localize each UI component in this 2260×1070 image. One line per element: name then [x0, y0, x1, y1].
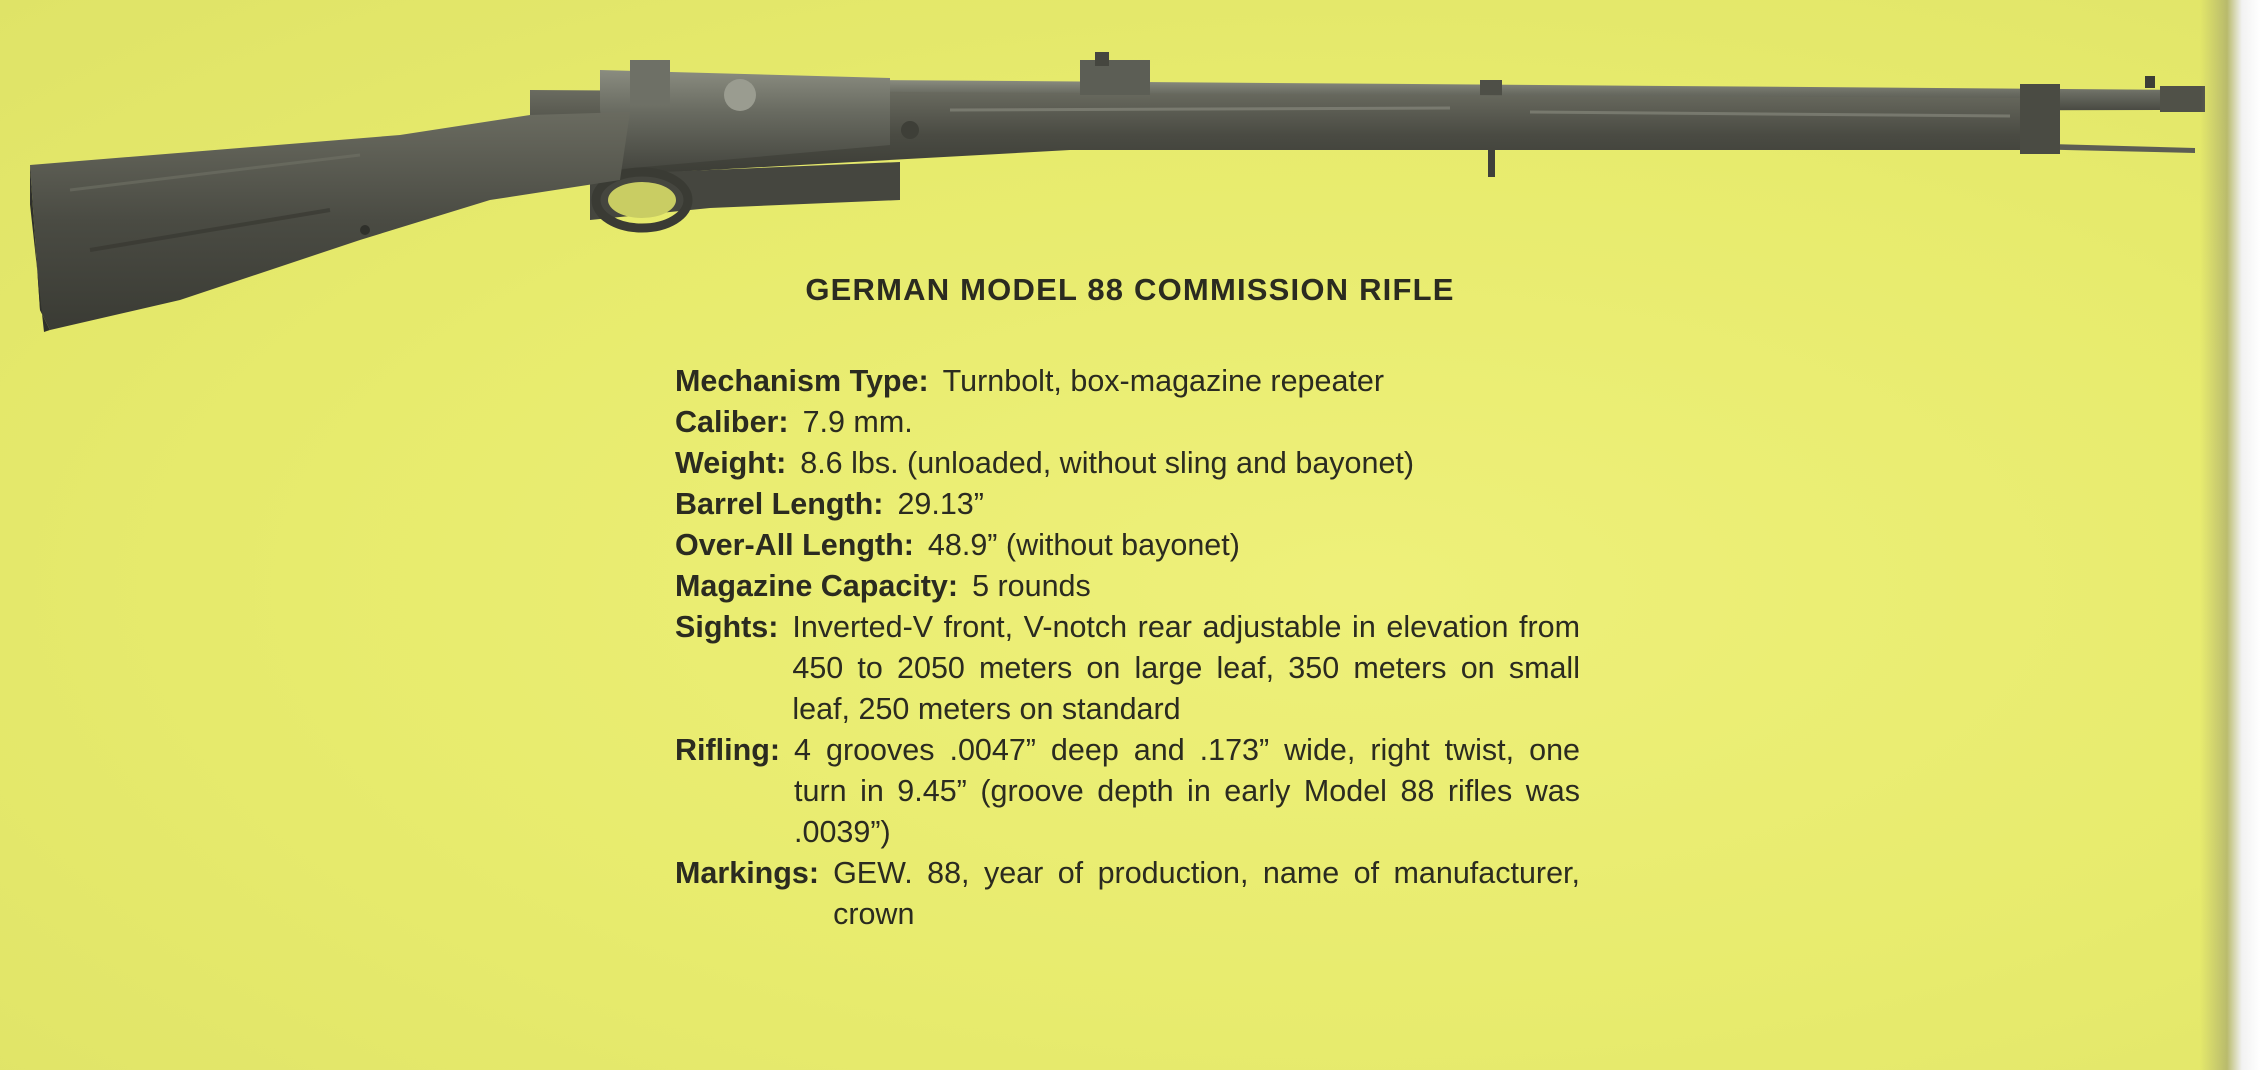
spec-label: Over-All Length:	[675, 528, 914, 562]
spec-label: Sights:	[675, 610, 779, 644]
spec-label: Weight:	[675, 446, 787, 480]
spec-label: Markings:	[675, 856, 820, 890]
spec-markings	[675, 853, 1580, 935]
spec-value: Inverted-V front, V-notch rear adjustable in elevation from 450 to 2050 meters on large leaf, 350 meters on small leaf, 250 meters on standard	[792, 610, 1580, 726]
spec-label: Rifling:	[675, 733, 781, 767]
spec-value: 8.6 lbs. (unloaded, without sling and bayonet)	[800, 446, 1415, 480]
book-spine-shadow	[2200, 0, 2260, 1070]
spec-overall-length	[675, 525, 1580, 566]
spec-label: Magazine Capacity:	[675, 569, 959, 603]
spec-value: 29.13”	[897, 487, 984, 521]
spec-mechanism-type	[675, 361, 1580, 402]
page-title: GERMAN MODEL 88 COMMISSION RIFLE	[805, 272, 1455, 307]
spec-value: GEW. 88, year of production, name of manufacturer, crown	[833, 856, 1580, 931]
spec-label: Barrel Length:	[675, 487, 884, 521]
spec-value: 4 grooves .0047” deep and .173” wide, right twist, one turn in 9.45” (groove depth in early Model 88 rifles was .0039”)	[794, 733, 1580, 849]
spec-value: Turnbolt, box-magazine repeater	[942, 364, 1385, 398]
spec-value: 48.9” (without bayonet)	[927, 528, 1240, 562]
spec-label: Caliber:	[675, 405, 789, 439]
spec-list	[675, 361, 1580, 935]
rifle-photo	[30, 50, 2220, 390]
spec-sights	[675, 607, 1580, 730]
spec-weight	[675, 443, 1580, 484]
spec-magazine-capacity	[675, 566, 1580, 607]
spec-value: 7.9 mm.	[802, 405, 913, 439]
spec-label: Mechanism Type:	[675, 364, 929, 398]
spec-barrel-length	[675, 484, 1580, 525]
spec-rifling	[675, 730, 1580, 853]
spec-caliber	[675, 402, 1580, 443]
spec-value: 5 rounds	[972, 569, 1091, 603]
